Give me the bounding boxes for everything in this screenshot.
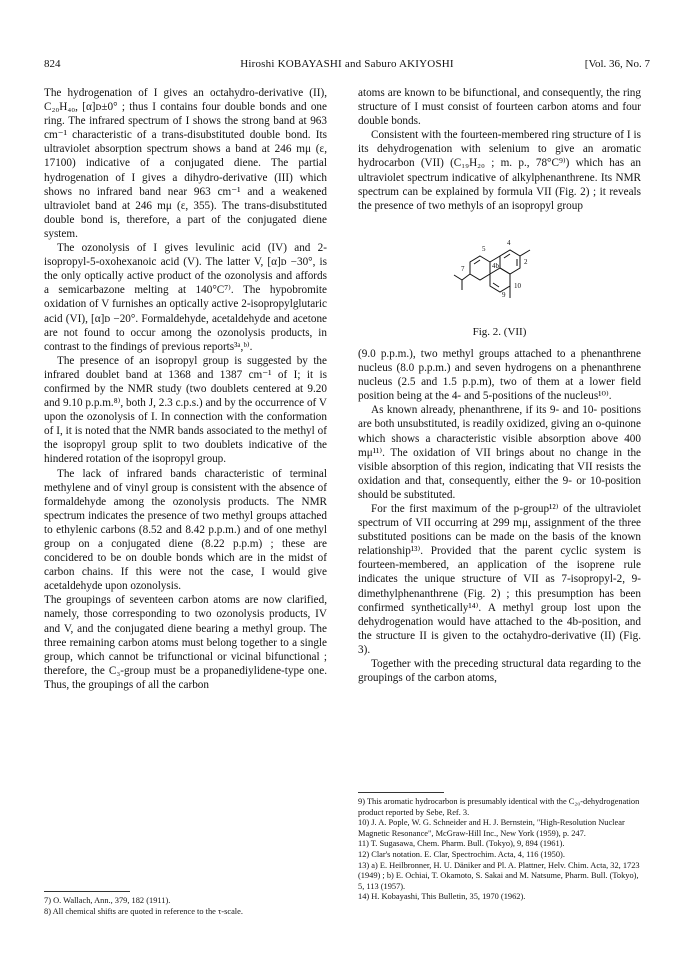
figure-2 (358, 217, 641, 323)
paragraph: The presence of an isopropyl group is suggested by the infrared doublet band at 1368 and 1387 cm⁻¹ of I; it is confirmed by the NMR study (two doublets centered at 9.20 and 9.10 p.p.m.⁸⁾, both J, 2.3 c.p.s.) and by the occurrence of V upon the ozonolysis of I. In connection with the conformation of I, it is noted that the NMR bands associated to the methyl of the isopropyl group split to two doublets indicative of the hindered rotation of the isopropyl group. (44, 354, 327, 466)
right-column (358, 86, 641, 685)
paragraph: For the first maximum of the p-group¹²⁾ of the ultraviolet spectrum of VII occurring at 299 mμ, assignment of the three substituted positions can be made on the basis of the known relationship¹³⁾. Provided that the parent cyclic system is fourteen-membered, an application of the isoprene rule indicates the unique structure of VII as 7-isopropyl-2, 9-dimethylphenanthrene (Fig. 2) ; this presumption has been confirmed synthetically¹⁴⁾. A methyl group lost upon the dehydrogenation would have attached to the 4b-position, and the structure II is given to the octahydro-derivative (II) (Fig. 3). (358, 502, 641, 656)
paragraph: Consistent with the fourteen-membered ring structure of I is its dehydrogenation with selenium to give an aromatic hydrocarbon (VII) (C₁₉H₂₀ ; m. p., 78°C⁹⁾) which has an ultraviolet spectrum indicative of alkylphenanthrene. Its NMR spectrum can be explained by formula VII (Fig. 2) ; it reveals the presence of two methyls of an isopropyl group (358, 129, 641, 212)
footnote: 14) H. Kobayashi, This Bulletin, 35, 1970 (1962). (358, 892, 526, 902)
phenanthrene-structure-diagram (452, 217, 552, 321)
page-number: 824 (44, 58, 61, 70)
ring-a (470, 256, 490, 280)
methyl-2 (520, 250, 530, 256)
paragraph: The hydrogenation of I gives an octahydro-derivative (II), C₂₀H₄₀, [α]ᴅ±0° ; thus I contains four double bonds and one ring. The infrared spectrum of I shows the strong band at 963 cm⁻¹ characteristic of a trans-disubstituted double bond. Its ultraviolet absorption spectrum shows a band at 246 mμ (ε, 17100) indicative of a conjugated diene. The partial hydrogenation of I gives a dihydro-derivative (III) which shows no infrared band near 963 cm⁻¹ and a weakened ultraviolet band at 246 mμ (ε, 355). The trans-disubstituted double bond is, therefore, a part of the conjugated diene system. (44, 87, 327, 240)
left-column (44, 86, 327, 692)
paragraph: (9.0 p.p.m.), two methyl groups attached to a phenanthrene nucleus (8.0 p.p.m.) and seven hydrogens on a phenanthrene nucleus (2.5 and 1.5 p.p.m), two of them at a lower field position being at the 4- and 5-positions of the nucleus¹⁰⁾. (358, 347, 641, 403)
position-label: 7 (461, 264, 465, 273)
footnote: 13) a) E. Heilbronner, H. U. Däniker and Pl. A. Plattner, Helv. Chim. Acta, 32, 1723 (1949) ; b) E. Ochiai, T. Okamoto, S. Sakai and M. Natsume, Pharm. Bull. (Tokyo), 5, 113 (1957). (358, 860, 640, 891)
paragraph: atoms are known to be bifunctional, and consequently, the ring structure of I must consist of fourteen carbon atoms and four double bonds. (358, 87, 641, 128)
position-label: 9 (502, 290, 506, 299)
running-title: Hiroshi KOBAYASHI and Saburo AKIYOSHI (240, 58, 454, 70)
position-label: 2 (524, 257, 528, 266)
footnote: 7) O. Wallach, Ann., 379, 182 (1911). (44, 896, 171, 905)
footnote-rule (44, 891, 130, 892)
paragraph: The ozonolysis of I gives levulinic acid (IV) and 2-isopropyl-5-oxohexanoic acid (V). The latter V, [α]ᴅ −30°, is the only optically active product of the ozonolysis and affords a semicarbazone melting at 140°C⁷⁾. The hypobromite oxidation of V furnishes an optically active 2-isopropylglutaric acid (VI), [α]ᴅ −20°. Formaldehyde, acetaldehyde and acetone are not found to occur among the ozonolysis products, in contrast to the findings of previous reports³ᵃ,ᵇ⁾. (44, 242, 327, 353)
position-label: 5 (482, 244, 486, 253)
running-header (44, 58, 650, 74)
footnote-rule (358, 792, 444, 793)
figure-caption: Fig. 2. (VII) (472, 325, 527, 338)
footnotes-right (358, 784, 641, 903)
ring-b (490, 268, 510, 292)
footnote: 8) All chemical shifts are quoted in reference to the τ-scale. (44, 906, 243, 916)
paragraph: As known already, phenanthrene, if its 9- and 10- positions are both unsubstituted, is readily oxidized, giving an o-quinone which shows a characteristic visible absorption above 400 mμ¹¹⁾. The oxidation of VII brings about no change in the visible absorption of this region, indicating that VII resists the oxidation and that, consequently, either the 9- or 10-position should be substituted. (358, 404, 641, 501)
footnote: 12) Clar's notation. E. Clar, Spectrochim. Acta, 4, 116 (1950). (358, 849, 565, 859)
paragraph: Together with the preceding structural data regarding to the groupings of the carbon atoms, (358, 658, 641, 685)
volume-info: [Vol. 36, No. 7 (584, 58, 650, 70)
paragraph: The lack of infrared bands characteristic of terminal methylene and of vinyl group is consistent with the absence of formaldehyde among the ozonolysis products. The NMR spectrum indicates the presence of two methyl groups attached to ethylenic carbons (8.52 and 8.42 p.p.m.) and of one methyl group on a conjugated diene (8.22 p.p.m) ; these are concidered to be on double bonds which are in the midst of carbon chains. If this were not the case, I would give acetaldehyde upon ozonolysis. (44, 467, 327, 593)
position-label: 4 (507, 238, 511, 247)
position-label: 4b (492, 261, 499, 270)
footnotes-left (44, 883, 327, 917)
footnote: 9) This aromatic hydrocarbon is presumably identical with the C₂₀-dehydrogenation product reported by Sebe, Ref. 3. (358, 797, 640, 817)
footnote: 11) T. Sugasawa, Chem. Pharm. Bull. (Tokyo), 9, 894 (1961). (358, 839, 565, 849)
position-label: 10 (514, 281, 521, 290)
paragraph: The groupings of seventeen carbon atoms are now clarified, namely, those corresponding to two ozonolysis products, IV and V, and the conjugated diene bearing a methyl group. The three remaining carbon atoms must belong together to a single group, which cannot be trifunctional or vicinal bifunctional ; therefore, the C₃-group must be a propanediylidene-type one. Thus, the groupings of all the carbon (44, 594, 327, 691)
isopropyl-branch-1 (454, 275, 462, 280)
footnote: 10) J. A. Pople, W. G. Schneider and H. J. Bernstein, "High-Resolution Nuclear Magnetic Resonance", McGraw-Hill Inc., New York (1959), p. 247. (358, 818, 625, 838)
isopropyl-stem (462, 274, 470, 280)
